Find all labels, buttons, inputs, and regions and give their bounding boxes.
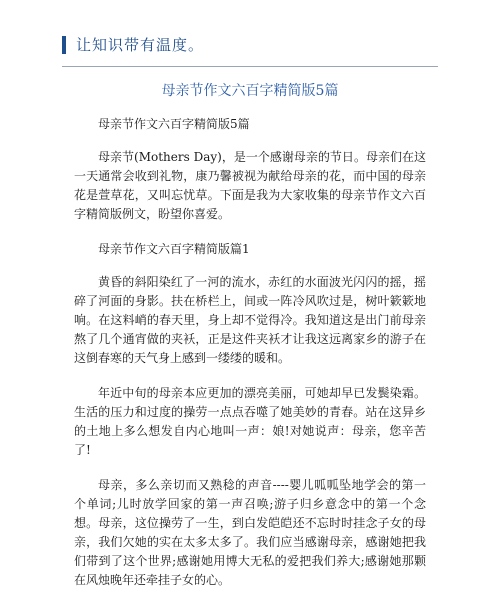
paragraph: 母亲，多么亲切而又熟稔的声音----婴儿呱呱坠地学会的第一个单词;儿时放学回家的第一声召唤;游子归乡意念中的第一个念想。母亲，这位操劳了一生，到白发皑皑还不忘时时挂念子女的母亲，我们欠她的实在太多太多了。我们应当感谢母亲，感谢她把我们带到了这个世界;感谢她用博大无私的爱把我们养大;感谢她那颗在风烛晚年还牵挂子女的心。 xyxy=(74,478,426,587)
header-divider xyxy=(62,66,438,67)
paragraph: 黄昏的斜阳染红了一河的流水，赤红的水面波光闪闪的摇，摇碎了河面的身影。扶在桥栏上，间或一阵冷风吹过是，树叶簌簌地响。在这料峭的春天里，身上却不觉得冷。我知道这是出门前母亲熬了几个通宵做的夹袄，正是这件夹袄才让我这远离家乡的游子在这倒春寒的天气身上感到一缕缕的暖和。 xyxy=(74,275,426,365)
paragraph: 年近中旬的母亲本应更加的漂亮美丽，可她却早已发鬓染霜。生活的压力和过度的操劳一点点吞噬了她美妙的青春。站在这异乡的土地上多么想发自内心地叫一声：娘!对她说声：母亲，您辛苦了! xyxy=(74,386,426,457)
slogan-accent-bar xyxy=(62,36,66,54)
header-slogan: 让知识带有温度。 xyxy=(76,36,205,54)
section-subheading: 母亲节作文六百字精简版5篇 xyxy=(98,117,250,131)
document-body xyxy=(74,115,426,606)
paragraph: 母亲节(Mothers Day)，是一个感谢母亲的节日。母亲们在这一天通常会收到礼物，康乃馨被视为献给母亲的花，而中国的母亲花是萱草花，又叫忘忧草。下面是我为大家收集的母亲节作文六百字精简版例文，盼望你喜爱。 xyxy=(74,150,426,221)
document-title: 母亲节作文六百字精简版5篇 xyxy=(161,83,339,99)
section-subheading: 母亲节作文六百字精简版篇1 xyxy=(98,242,250,256)
